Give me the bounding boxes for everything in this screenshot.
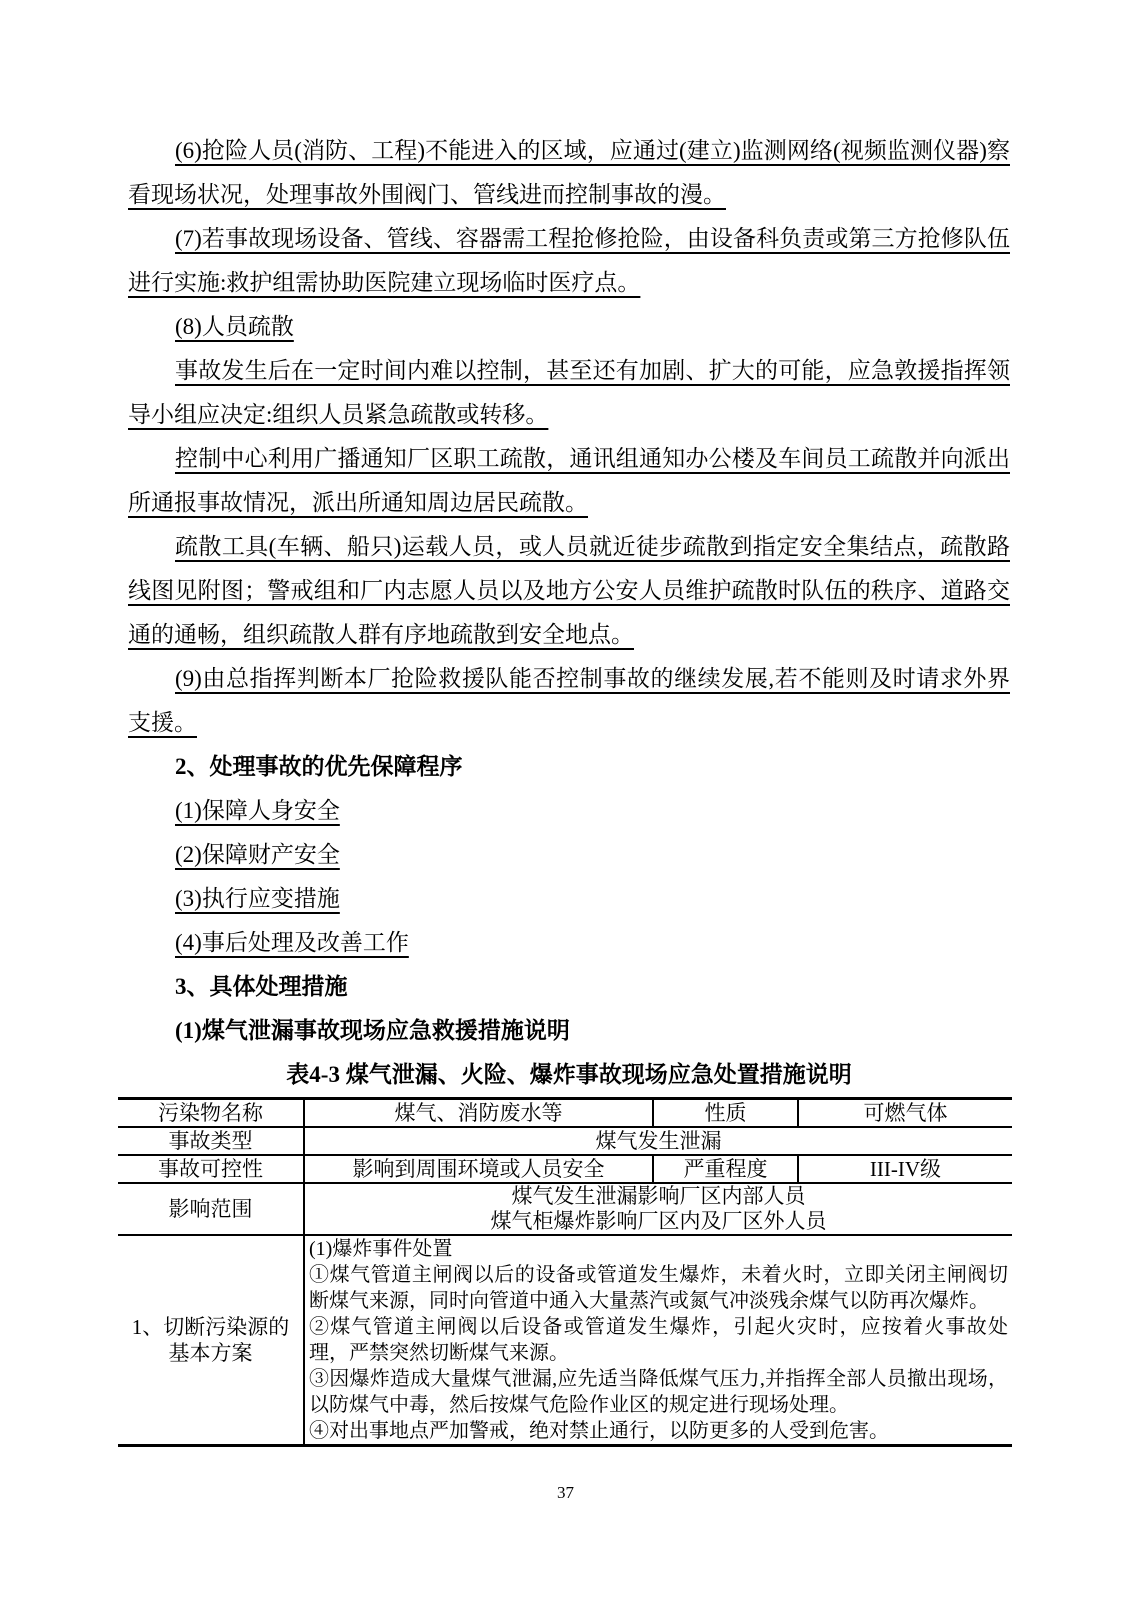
measure-item-2: ②煤气管道主闸阀以后设备或管道发生爆炸，引起火灾时，应按着火事故处理，严禁突然切断煤气来源。 — [309, 1316, 1008, 1364]
measure-explosion-handling-title: (1)爆炸事件处置 — [309, 1238, 453, 1260]
cell-property-value: 可燃气体 — [798, 1099, 1012, 1128]
cell-severity-value: III-IV级 — [798, 1155, 1012, 1183]
cell-cutoff-plan-measures — [304, 1235, 1012, 1446]
paragraph-accident-escalation: 事故发生后在一定时间内难以控制，甚至还有加剧、扩大的可能，应急敦援指挥领导小组应决定:组织人员紧急疏散或转移。 — [128, 358, 1010, 427]
cell-accident-type-value: 煤气发生泄漏 — [304, 1127, 1012, 1155]
measure-item-1: ①煤气管道主闸阀以后的设备或管道发生爆炸，未着火时，立即关闭主闸阀切断煤气来源，同时向管道中通入大量蒸汽或氮气冲淡残余煤气以防再次爆炸。 — [309, 1264, 1008, 1312]
paragraph-equipment-repair: (7)若事故现场设备、管线、容器需工程抢修抢险，由设备科负责或第三方抢修队伍进行实施:救护组需协助医院建立现场临时医疗点。 — [128, 226, 1010, 295]
list-item-aftermath-improvement: (4)事后处理及改善工作 — [175, 930, 409, 955]
cell-impact-scope-label: 影响范围 — [118, 1183, 304, 1235]
paragraph-rescue-area-monitoring: (6)抢险人员(消防、工程)不能进入的区域，应通过(建立)监测网络(视频监测仪器)察看现场状况，处理事故外围阀门、管线进而控制事故的漫。 — [128, 138, 1010, 207]
table-row-accident-type — [118, 1127, 1012, 1155]
document-body — [128, 129, 1010, 1447]
list-item-property-safety: (2)保障财产安全 — [175, 842, 340, 867]
page-number: 37 — [557, 1483, 574, 1502]
cell-pollutant-label: 污染物名称 — [118, 1099, 304, 1128]
table-row-controllability — [118, 1155, 1012, 1183]
measure-item-3: ③因爆炸造成大量煤气泄漏,应先适当降低煤气压力,并指挥全部人员撤出现场，以防煤气中毒，然后按煤气危险作业区的规定进行现场处理。 — [309, 1368, 1008, 1416]
table-row-pollutant — [118, 1099, 1012, 1128]
table-row-impact-scope — [118, 1183, 1012, 1235]
cell-severity-label: 严重程度 — [653, 1155, 798, 1183]
heading-gas-leak-rescue-measures: (1)煤气泄漏事故现场应急救援措施说明 — [175, 1018, 570, 1043]
paragraph-broadcast-notification: 控制中心利用广播通知厂区职工疏散，通讯组通知办公楼及车间员工疏散并向派出所通报事故情况，派出所通知周边居民疏散。 — [128, 446, 1010, 515]
cell-controllability-label: 事故可控性 — [118, 1155, 304, 1183]
emergency-measures-table — [118, 1097, 1012, 1447]
impact-scope-line-1: 煤气发生泄漏影响厂区内部人员 — [511, 1184, 806, 1208]
impact-scope-line-2: 煤气柜爆炸影响厂区内及厂区外人员 — [490, 1209, 827, 1233]
list-item-contingency-measures: (3)执行应变措施 — [175, 886, 340, 911]
cell-accident-type-label: 事故类型 — [118, 1127, 304, 1155]
paragraph-evacuation-tools-routes: 疏散工具(车辆、船只)运载人员，或人员就近徒步疏散到指定安全集结点，疏散路线图见附图；警戒组和厂内志愿人员以及地方公安人员维护疏散时队伍的秩序、道路交通的通畅，组织疏散人群有序地疏散到安全地点。 — [128, 534, 1010, 647]
measure-item-4: ④对出事地点严加警戒，绝对禁止通行，以防更多的人受到危害。 — [309, 1420, 889, 1442]
cell-controllability-value: 影响到周围环境或人员安全 — [304, 1155, 653, 1183]
heading-priority-procedures: 2、处理事故的优先保障程序 — [175, 754, 463, 779]
cell-impact-scope-value — [304, 1183, 1012, 1235]
heading-specific-measures: 3、具体处理措施 — [175, 974, 348, 999]
paragraph-external-support: (9)由总指挥判断本厂抢险救援队能否控制事故的继续发展,若不能则及时请求外界支援。 — [128, 666, 1010, 735]
cell-property-label: 性质 — [653, 1099, 798, 1128]
table-caption: 表4-3 煤气泄漏、火险、爆炸事故现场应急处置措施说明 — [286, 1062, 852, 1087]
table-row-cutoff-plan — [118, 1235, 1012, 1446]
cell-cutoff-plan-label: 1、切断污染源的基本方案 — [118, 1235, 304, 1446]
list-item-personal-safety: (1)保障人身安全 — [175, 798, 340, 823]
paragraph-personnel-evacuation-label: (8)人员疏散 — [175, 314, 294, 339]
cell-pollutant-value: 煤气、消防废水等 — [304, 1099, 653, 1128]
